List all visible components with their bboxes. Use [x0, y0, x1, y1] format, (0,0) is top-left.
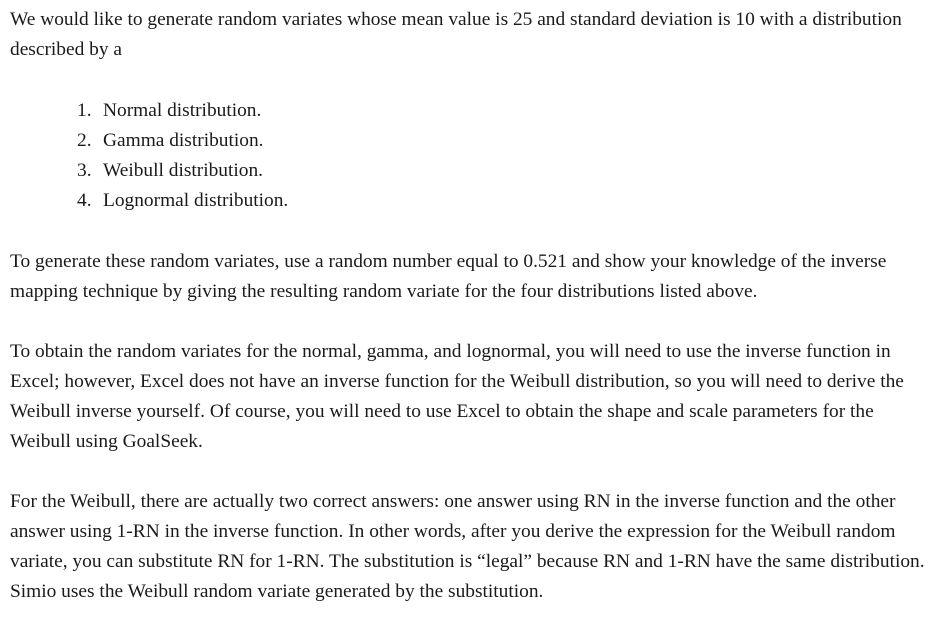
- list-item: [77, 126, 925, 156]
- intro-paragraph: We would like to generate random variates whose mean value is 25 and standard deviation is 10 with a distribution described by a: [10, 9, 902, 60]
- list-item-number: 3.: [77, 160, 92, 181]
- list-item-text: Weibull distribution.: [103, 160, 264, 181]
- list-item: [77, 96, 925, 126]
- list-item-text: Gamma distribution.: [103, 130, 264, 151]
- list-item-text: Lognormal distribution.: [103, 190, 289, 211]
- weibull-paragraph: For the Weibull, there are actually two correct answers: one answer using RN in the inverse function and the other answer using 1-RN in the inverse function. In other words, after you derive the expression for the Weibull random variate, you can substitute RN for 1-RN. The substitution is “legal” because RN and 1-RN have the same distribution. Simio uses the Weibull random variate generated by the substitution.: [10, 491, 925, 602]
- list-item-number: 1.: [77, 100, 92, 121]
- list-item-number: 2.: [77, 130, 92, 151]
- list-item-number: 4.: [77, 190, 92, 211]
- list-item: [77, 156, 925, 186]
- excel-paragraph: To obtain the random variates for the normal, gamma, and lognormal, you will need to use the inverse function in Excel; however, Excel does not have an inverse function for the Weibull distribution, so you will need to derive the Weibull inverse yourself. Of course, you will need to use Excel to obtain the shape and scale parameters for the Weibull using GoalSeek.: [10, 341, 904, 452]
- list-item-text: Normal distribution.: [103, 100, 262, 121]
- instructions-paragraph: To generate these random variates, use a random number equal to 0.521 and show your knowledge of the inverse mapping technique by giving the resulting random variate for the four distributions listed above.: [10, 251, 887, 302]
- list-item: [77, 186, 925, 216]
- distribution-list: [10, 96, 925, 216]
- document-page: [10, 5, 925, 607]
